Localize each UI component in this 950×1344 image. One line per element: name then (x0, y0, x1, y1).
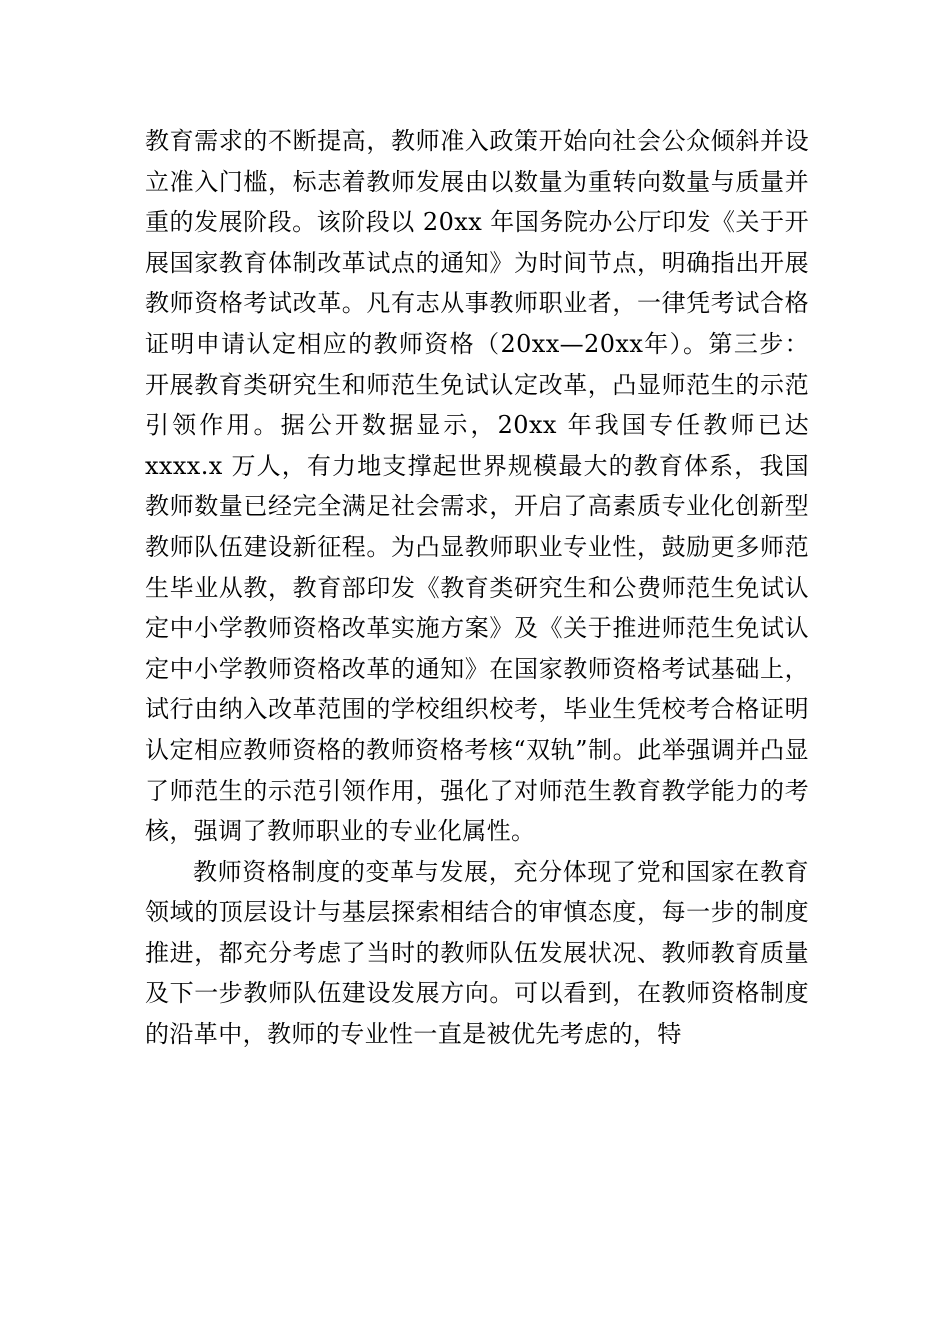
paragraph-continued: 教育需求的不断提高，教师准入政策开始向社会公众倾斜并设立准入门槛，标志着教师发展由以数量为重转向数量与质量并重的发展阶段。该阶段以 20xx 年国务院办公厅印发《关于开展国家教育体制改革试点的通知》为时间节点，明确指出开展教师资格考试改革。凡有志从事教师职业者，一律凭考试合格证明申请认定相应的教师资格（20xx—20xx年）。第三步：开展教育类研究生和师范生免试认定改革，凸显师范生的示范引领作用。据公开数据显示，20xx 年我国专任教师已达 xxxx.x 万人，有力地支撑起世界规模最大的教育体系，我国教师数量已经完全满足社会需求，开启了高素质专业化创新型教师队伍建设新征程。为凸显教师职业专业性，鼓励更多师范生毕业从教，教育部印发《教育类研究生和公费师范生免试认定中小学教师资格改革实施方案》及《关于推进师范生免试认定中小学教师资格改革的通知》在国家教师资格考试基础上，试行由纳入改革范围的学校组织校考，毕业生凭校考合格证明认定相应教师资格的教师资格考核“双轨”制。此举强调并凸显了师范生的示范引领作用，强化了对师范生教育教学能力的考核，强调了教师职业的专业化属性。 (145, 127, 809, 846)
document-body (145, 121, 809, 1055)
paragraph-teacher-qualification-reform: 教师资格制度的变革与发展，充分体现了党和国家在教育领域的顶层设计与基层探索相结合的审慎态度，每一步的制度推进，都充分考虑了当时的教师队伍发展状况、教师教育质量及下一步教师队伍建设发展方向。可以看到，在教师资格制度的沿革中，教师的专业性一直是被优先考虑的，特 (145, 857, 809, 1049)
